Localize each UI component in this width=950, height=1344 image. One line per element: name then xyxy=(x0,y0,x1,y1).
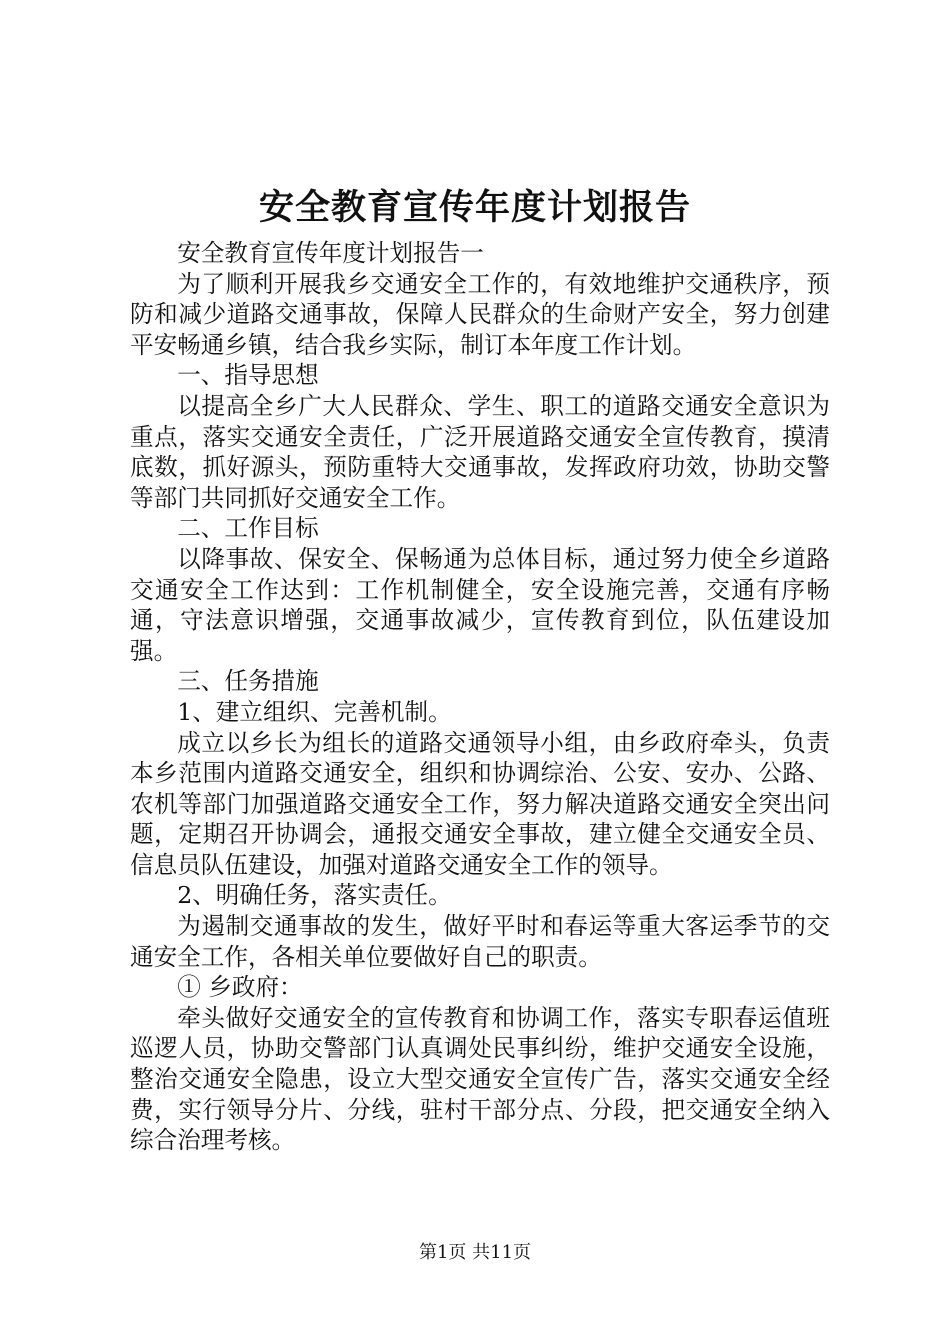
paragraph: 以降事故、保安全、保畅通为总体目标，通过努力使全乡道路交通安全工作达到：工作机制健全，安全设施完善，交通有序畅通，守法意识增强，交通事故减少，宣传教育到位，队伍建设加强。 xyxy=(130,544,830,665)
paragraph: 牵头做好交通安全的宣传教育和协调工作，落实专职春运值班巡逻人员，协助交警部门认真调处民事纠纷，维护交通安全设施，整治交通安全隐患，设立大型交通安全宣传广告，落实交通安全经费，实行领导分片、分线，驻村干部分点、分段，把交通安全纳入综合治理考核。 xyxy=(130,1003,830,1155)
list-item-heading: ① 乡政府： xyxy=(177,973,303,1002)
paragraph: 成立以乡长为组长的道路交通领导小组，由乡政府牵头，负责本乡范围内道路交通安全，组织和协调综治、公安、安办、公路、农机等部门加强道路交通安全工作，努力解决道路交通安全突出问题，定期召开协调会，通报交通安全事故，建立健全交通安全员、信息员队伍建设，加强对道路交通安全工作的领导。 xyxy=(130,728,830,879)
section-heading: 三、任务措施 xyxy=(177,667,319,696)
paragraph: 为了顺利开展我乡交通安全工作的，有效地维护交通秩序，预防和减少道路交通事故，保障人民群众的生命财产安全，努力创建平安畅通乡镇，结合我乡实际，制订本年度工作计划。 xyxy=(130,269,830,359)
document-title: 安全教育宣传年度计划报告 xyxy=(258,187,691,228)
paragraph: 为遏制交通事故的发生，做好平时和春运等重大客运季节的交通安全工作，各相关单位要做好自己的职责。 xyxy=(130,912,830,971)
paragraph: 以提高全乡广大人民群众、学生、职工的道路交通安全意识为重点，落实交通安全责任，广泛开展道路交通安全宣传教育，摸清底数，抓好源头，预防重特大交通事故，发挥政府功效，协助交警等部门共同抓好交通安全工作。 xyxy=(130,391,830,512)
section-heading: 一、指导思想 xyxy=(177,361,319,390)
section-heading: 二、工作目标 xyxy=(177,514,319,543)
page-footer: 第1页 共11页 xyxy=(418,1242,532,1263)
document-body xyxy=(130,238,830,1156)
subsection-heading: 2、明确任务，落实责任。 xyxy=(177,881,452,910)
subsection-heading: 1、建立组织、完善机制。 xyxy=(177,697,452,726)
section-heading: 安全教育宣传年度计划报告一 xyxy=(177,239,484,267)
